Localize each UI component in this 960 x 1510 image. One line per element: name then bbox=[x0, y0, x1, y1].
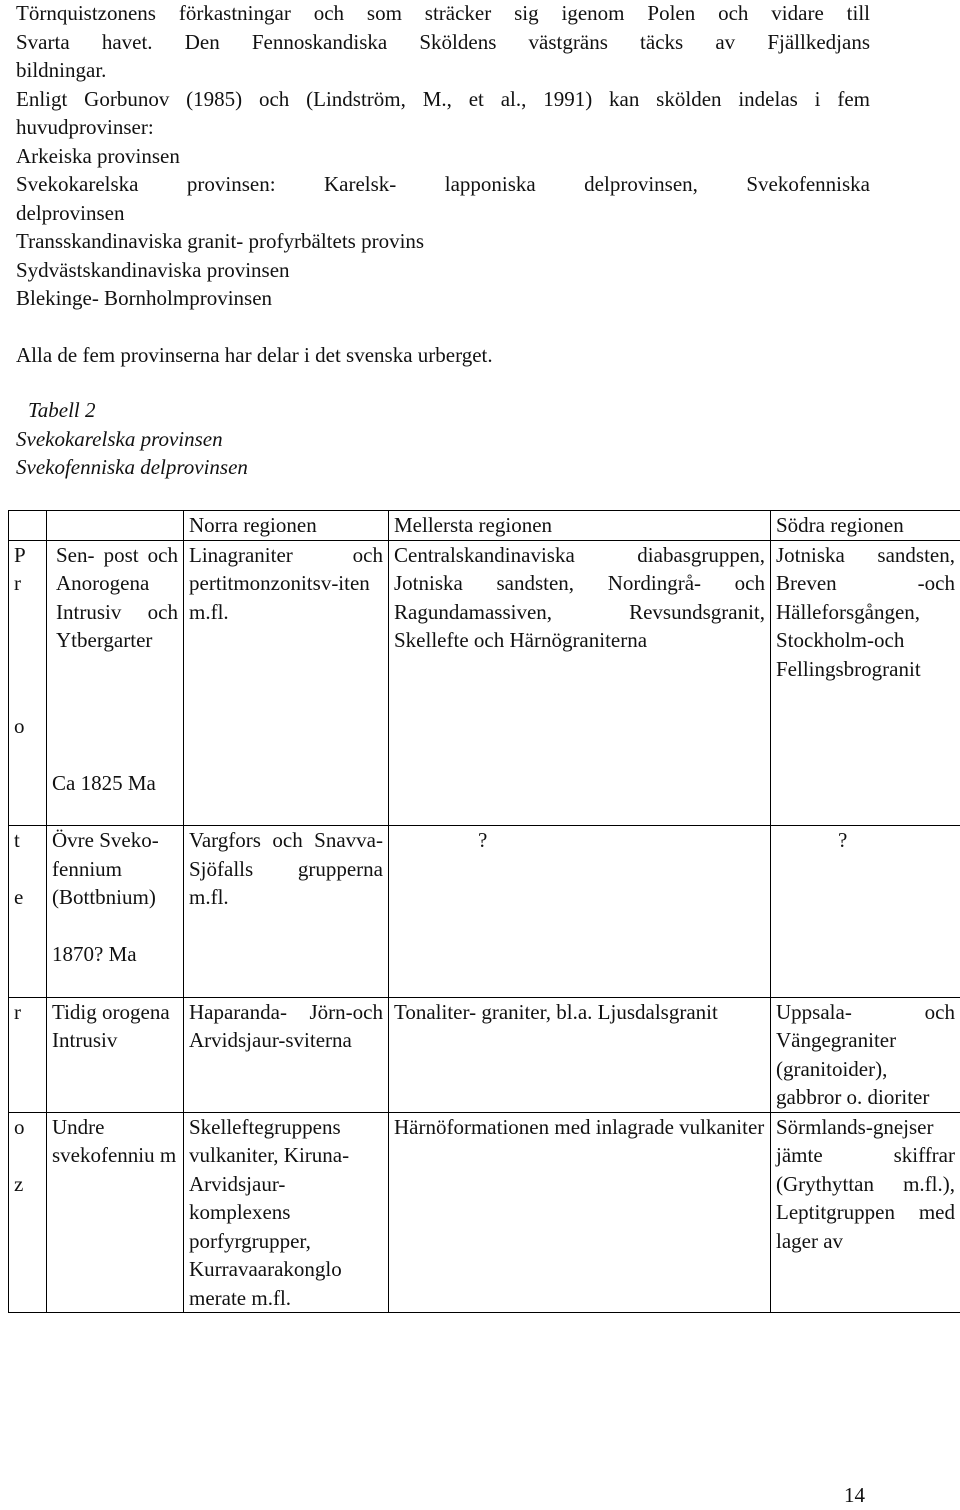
age-label: Övre Sveko-fennium (Bottbnium) bbox=[52, 826, 178, 912]
side-letter: r bbox=[14, 569, 41, 598]
age-note: 1870? Ma bbox=[52, 940, 178, 969]
south-cell: Jotniska sandsten, Breven -och Hälleforsgången, Stockholm-och Fellingsbrogranit bbox=[771, 540, 960, 826]
age-label: Sen- post och Anorogena Intrusiv och Ytbergarter bbox=[52, 541, 178, 655]
middle-cell: Härnöformationen med inlagrade vulkaniter bbox=[389, 1112, 771, 1313]
age-note: Ca 1825 Ma bbox=[52, 769, 178, 798]
side-letter: o bbox=[14, 712, 41, 741]
table-row bbox=[9, 1112, 960, 1313]
side-letters bbox=[9, 826, 47, 998]
age-cell bbox=[47, 540, 184, 826]
header-north: Norra regionen bbox=[184, 511, 389, 541]
table-header-row bbox=[9, 511, 960, 541]
caption-line: Svekofenniska delprovinsen bbox=[16, 453, 248, 482]
province-item: Sydvästskandinaviska provinsen bbox=[16, 256, 870, 285]
age-label: Undre svekofenniu m bbox=[47, 1112, 184, 1313]
header-south: Södra regionen bbox=[771, 511, 960, 541]
age-label: Tidig orogena Intrusiv bbox=[47, 997, 184, 1112]
page-number: 14 bbox=[844, 1481, 865, 1510]
middle-value: ? bbox=[394, 826, 765, 855]
north-cell: Skelleftegruppens vulkaniter, Kiruna-Arvidsjaur-komplexens porfyrgrupper, Kurravaarakonglo merate m.fl. bbox=[184, 1112, 389, 1313]
north-cell: Linagraniter och pertitmonzonitsv-iten m.fl. bbox=[184, 540, 389, 826]
intro-line: Törnquistzonens förkastningar och som sträcker sig igenom Polen och vidare till bbox=[16, 0, 870, 28]
table-label: Tabell 2 bbox=[16, 396, 248, 425]
middle-cell: Centralskandinaviska diabasgruppen, Jotniska sandsten, Nordingrå- och Ragundamassiven, Revsundsgranit, Skellefte och Härnögraniterna bbox=[389, 540, 771, 826]
side-letter: t bbox=[14, 826, 41, 855]
table-row bbox=[9, 826, 960, 998]
side-letters bbox=[9, 540, 47, 826]
province-item: Svekokarelska provinsen: Karelsk- lapponiska delprovinsen, Svekofenniska bbox=[16, 170, 870, 199]
table-caption bbox=[16, 396, 248, 482]
intro-line: huvudprovinser: bbox=[16, 113, 870, 142]
province-item: delprovinsen bbox=[16, 199, 870, 228]
age-cell bbox=[47, 826, 184, 998]
south-cell: Uppsala- och Vängegraniter (granitoider), gabbror o. dioriter bbox=[771, 997, 960, 1112]
province-item: Blekinge- Bornholmprovinsen bbox=[16, 284, 870, 313]
geology-table bbox=[8, 510, 960, 1313]
header-middle: Mellersta regionen bbox=[389, 511, 771, 541]
intro-line: Svarta havet. Den Fennoskandiska Sköldens västgräns täcks av Fjällkedjans bbox=[16, 28, 870, 57]
intro-line: Enligt Gorbunov (1985) och (Lindström, M., et al., 1991) kan skölden indelas i fem bbox=[16, 85, 870, 114]
side-letter: P bbox=[14, 541, 41, 570]
middle-cell bbox=[389, 826, 771, 998]
intro-line: bildningar. bbox=[16, 56, 870, 85]
province-item: Arkeiska provinsen bbox=[16, 142, 870, 171]
province-item: Transskandinaviska granit- profyrbältets provins bbox=[16, 227, 870, 256]
south-cell bbox=[771, 826, 960, 998]
table-row bbox=[9, 540, 960, 826]
middle-cell: Tonaliter- graniter, bl.a. Ljusdalsgranit bbox=[389, 997, 771, 1112]
side-letters bbox=[9, 997, 47, 1112]
intro-text bbox=[16, 0, 870, 370]
caption-line: Svekokarelska provinsen bbox=[16, 425, 248, 454]
north-cell: Haparanda- Jörn-och Arvidsjaur-sviterna bbox=[184, 997, 389, 1112]
side-letter: z bbox=[14, 1170, 41, 1199]
side-letter: e bbox=[14, 883, 41, 912]
side-letter: r bbox=[14, 998, 41, 1027]
table-row bbox=[9, 997, 960, 1112]
side-letter: o bbox=[14, 1113, 41, 1142]
south-value: ? bbox=[776, 826, 955, 855]
north-cell: Vargfors och Snavva- Sjöfalls grupperna m.fl. bbox=[184, 826, 389, 998]
south-cell: Sörmlands-gnejser jämte skiffrar (Grythyttan m.fl.), Leptitgruppen med lager av bbox=[771, 1112, 960, 1313]
side-letters bbox=[9, 1112, 47, 1313]
summary-line: Alla de fem provinserna har delar i det svenska urberget. bbox=[16, 341, 870, 370]
